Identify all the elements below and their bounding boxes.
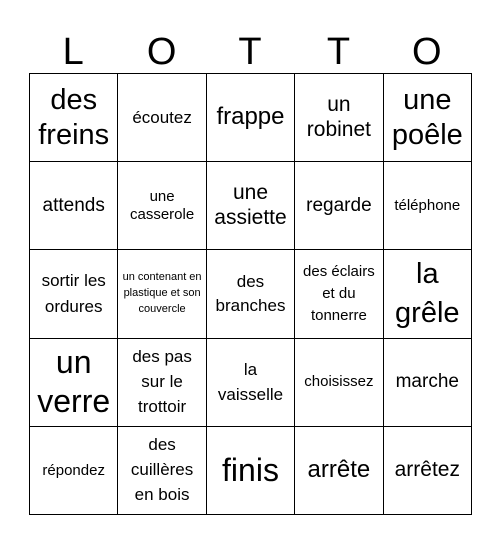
board-cell[interactable] xyxy=(30,74,118,162)
board-cell[interactable] xyxy=(118,339,206,427)
cell-text: finis xyxy=(222,451,279,488)
board-cell[interactable] xyxy=(295,339,383,427)
cell-text: écoutez xyxy=(132,107,192,127)
cell-text: un robinet xyxy=(306,92,371,141)
board-cell[interactable] xyxy=(207,339,295,427)
board-cell[interactable] xyxy=(118,427,206,515)
board-cell[interactable] xyxy=(207,250,295,338)
cell-text: des freins xyxy=(38,84,110,151)
board-cell[interactable] xyxy=(30,339,118,427)
cell-text: sortir les ordures xyxy=(41,271,106,316)
board-cell[interactable] xyxy=(384,427,472,515)
title-letter-l: L xyxy=(62,31,84,73)
board-cell[interactable] xyxy=(207,74,295,162)
cell-text: marche xyxy=(395,370,459,392)
lotto-title xyxy=(29,30,471,74)
title-letter-o: O xyxy=(146,31,177,73)
cell-text: des pas sur le trottoir xyxy=(132,347,192,416)
cell-text: un verre xyxy=(37,344,111,420)
cell-text: regarde xyxy=(306,194,372,216)
cell-text: un contenant en plastique et son couvercle xyxy=(122,271,202,315)
cell-text: des cuillères en bois xyxy=(130,435,194,504)
cell-text: la vaisselle xyxy=(217,359,284,405)
board-cell[interactable] xyxy=(207,427,295,515)
cell-text: arrêtez xyxy=(394,458,460,481)
board-cell[interactable] xyxy=(384,339,472,427)
board-cell[interactable] xyxy=(30,162,118,250)
title-letter-o: O xyxy=(412,31,442,73)
cell-text: frappe xyxy=(216,103,285,131)
board-cell[interactable] xyxy=(30,250,118,338)
cell-text: une poêle xyxy=(391,84,463,151)
cell-text: répondez xyxy=(42,461,105,479)
board-cell[interactable] xyxy=(384,250,472,338)
board-cell[interactable] xyxy=(295,250,383,338)
cell-text: une casserole xyxy=(129,188,195,223)
board-cell[interactable] xyxy=(295,427,383,515)
board-cell[interactable] xyxy=(118,74,206,162)
cell-text: la grêle xyxy=(395,257,460,329)
board-cell[interactable] xyxy=(295,74,383,162)
lotto-board xyxy=(29,73,472,515)
cell-text: des éclairs et du tonnerre xyxy=(303,263,375,324)
board-cell[interactable] xyxy=(207,162,295,250)
cell-text: arrête xyxy=(307,456,371,484)
cell-text: attends xyxy=(42,194,105,216)
board-cell[interactable] xyxy=(118,162,206,250)
cell-text: une assiette xyxy=(214,181,287,229)
cell-text: choisissez xyxy=(304,373,374,391)
title-letter-t: T xyxy=(326,31,351,73)
board-cell[interactable] xyxy=(118,250,206,338)
cell-text: téléphone xyxy=(394,196,461,214)
board-cell[interactable] xyxy=(384,74,472,162)
title-letter-t: T xyxy=(238,31,262,73)
cell-text: des branches xyxy=(215,272,286,315)
board-cell[interactable] xyxy=(384,162,472,250)
board-cell[interactable] xyxy=(295,162,383,250)
board-cell[interactable] xyxy=(30,427,118,515)
